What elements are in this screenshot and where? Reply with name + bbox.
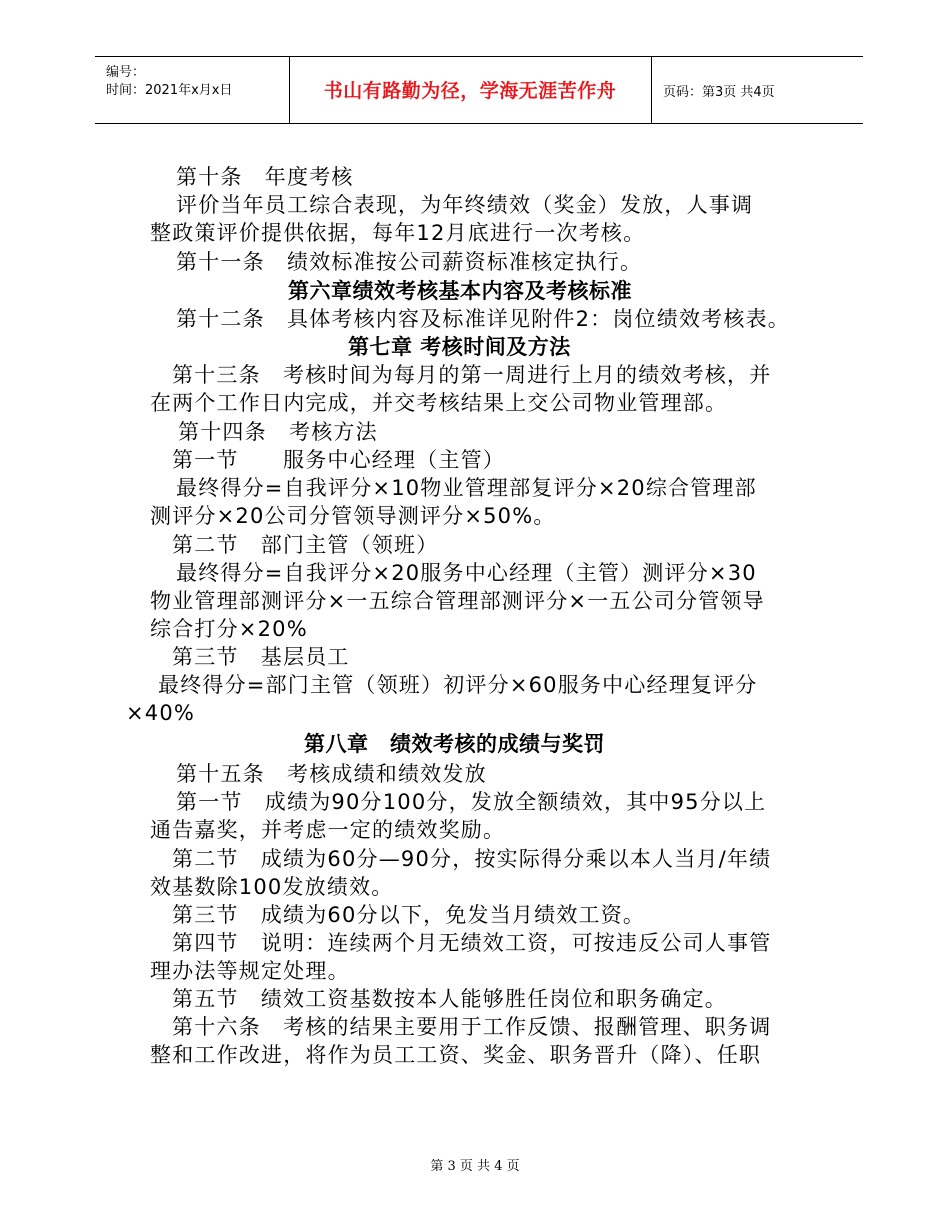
slogan: 书山有路勤为径，学海无涯苦作舟 <box>323 80 617 102</box>
paragraph-line: 整政策评价提供依据，每年12月底进行一次考核。 <box>150 221 646 245</box>
paragraph-line: 第十三条 考核时间为每月的第一周进行上月的绩效考核，并 <box>172 363 772 387</box>
header-page-cell <box>651 57 863 123</box>
paragraph-line: 第二节 成绩为60分—90分，按实际得分乘以本人当月/年绩 <box>172 847 772 871</box>
paragraph-line: 第十一条 绩效标准按公司薪资标准核定执行。 <box>176 250 643 274</box>
paragraph-line: 第十六条 考核的结果主要用于工作反馈、报酬管理、职务调 <box>172 1015 772 1039</box>
section-heading: 第一节 服务中心经理（主管） <box>172 448 505 472</box>
paragraph-line: 第十四条 考核方法 <box>178 420 378 444</box>
paragraph-line: 综合打分×20% <box>150 617 308 641</box>
paragraph-line: 效基数除100发放绩效。 <box>150 875 394 899</box>
paragraph-line: 整和工作改进，将作为员工工资、奖金、职务晋升（降）、任职 <box>150 1043 762 1067</box>
paragraph-line: 最终得分=自我评分×10物业管理部复评分×20综合管理部 <box>176 476 757 500</box>
paragraph-line: 第十二条 具体考核内容及标准详见附件2：岗位绩效考核表。 <box>176 307 790 331</box>
paragraph-line: ×40% <box>126 701 196 725</box>
paragraph-line: 最终得分=自我评分×20服务中心经理（主管）测评分×30 <box>176 561 757 585</box>
paragraph-line: 评价当年员工综合表现，为年终绩效（奖金）发放，人事调 <box>176 193 754 217</box>
header-slogan-cell <box>289 57 652 123</box>
paragraph-line: 通告嘉奖，并考虑一定的绩效奖励。 <box>150 818 506 842</box>
page-footer: 第 3 页 共 4 页 <box>430 1159 520 1174</box>
chapter-heading: 第八章 绩效考核的成绩与奖罚 <box>304 732 605 756</box>
paragraph-line: 第一节 成绩为90分100分，发放全额绩效，其中95分以上 <box>176 790 767 814</box>
paragraph-line: 测评分×20公司分管领导测评分×50%。 <box>150 504 556 528</box>
section-heading: 第二节 部门主管（领班） <box>172 533 439 557</box>
number-label: 编号： <box>106 65 146 80</box>
page-label: 页码：第3页 共4页 <box>663 85 775 100</box>
article-heading: 第十条 年度考核 <box>176 165 354 189</box>
time-label: 时间：2021年x月x日 <box>106 83 233 98</box>
document-header <box>95 56 863 124</box>
chapter-heading: 第七章 考核时间及方法 <box>348 335 571 359</box>
article-heading: 第十五条 考核成绩和绩效发放 <box>176 762 487 786</box>
paragraph-line: 第四节 说明：连续两个月无绩效工资，可按违反公司人事管 <box>172 931 772 955</box>
paragraph-line: 物业管理部测评分×一五综合管理部测评分×一五公司分管领导 <box>150 589 765 613</box>
paragraph-line: 最终得分=部门主管（领班）初评分×60服务中心经理复评分 <box>158 673 758 697</box>
header-meta-cell <box>95 57 290 123</box>
section-heading: 第三节 基层员工 <box>172 645 350 669</box>
paragraph-line: 第五节 绩效工资基数按本人能够胜任岗位和职务确定。 <box>172 987 727 1011</box>
paragraph-line: 第三节 成绩为60分以下，免发当月绩效工资。 <box>172 903 646 927</box>
paragraph-line: 在两个工作日内完成，并交考核结果上交公司物业管理部。 <box>150 391 728 415</box>
chapter-heading: 第六章绩效考核基本内容及考核标准 <box>288 279 632 303</box>
paragraph-line: 理办法等规定处理。 <box>150 959 350 983</box>
